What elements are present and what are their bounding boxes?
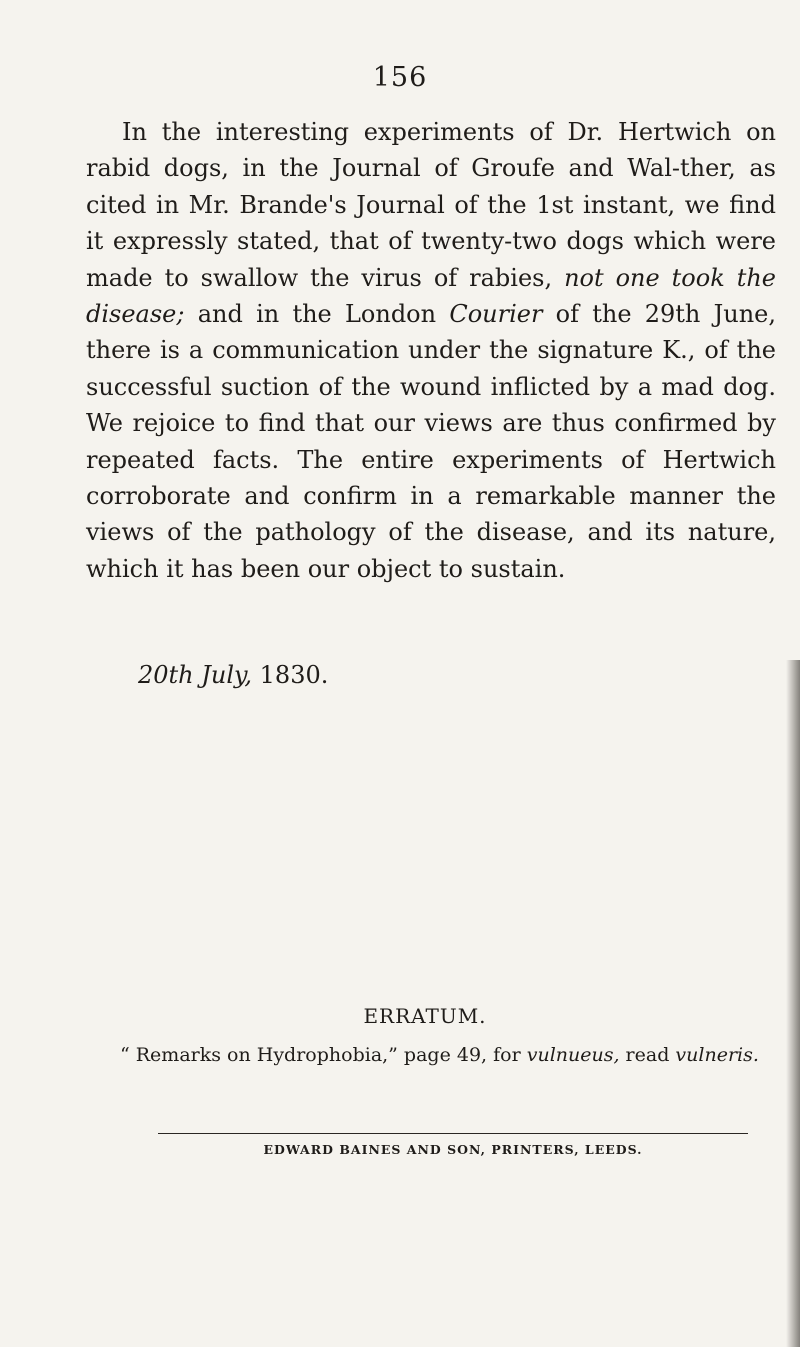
paragraph-part-1: In the interesting experiments of Dr. Hertwich on rabid dogs, in the Journal of Groufe and Wal-ther, as cited in Mr. Brande's Journal of the 1st instant, we find it expressly stated, that of twenty-two dogs which were made to swallow the virus of rabies, <box>86 118 776 292</box>
page-edge-shadow <box>786 660 800 1347</box>
dateline-day: 20th July, <box>138 661 253 689</box>
printer-imprint: EDWARD BAINES AND SON, PRINTERS, LEEDS. <box>158 1133 748 1157</box>
page-number: 156 <box>372 62 428 93</box>
erratum-heading: ERRATUM. <box>363 1004 487 1028</box>
paragraph-italic-2: Courier <box>449 300 543 329</box>
erratum-text-start: “ Remarks on Hydrophobia,” page 49, for <box>120 1044 527 1066</box>
erratum-correct-word: vulneris. <box>675 1044 759 1066</box>
erratum-wrong-word: vulnueus, <box>526 1044 620 1066</box>
erratum-text <box>120 1042 770 1069</box>
paragraph-italic-1: not one took the disease; <box>86 263 776 329</box>
paragraph-part-3: of the 29th June, there is a communication under the signature K., of the successful suction of the wound inflicted by a mad dog. We rejoice to find that our views are thus confirmed by repeated facts. The entire experiments of Hertwich corroborate and confirm in a remarkable manner the views of the pathology of the disease, and its nature, which it has been our object to sustain. <box>86 300 776 583</box>
paragraph-text <box>86 114 776 587</box>
main-paragraph <box>86 114 776 587</box>
dateline-year: 1830. <box>252 661 329 689</box>
paragraph-part-2: and in the London <box>184 300 450 329</box>
dateline <box>138 661 328 689</box>
erratum-text-mid: read <box>619 1044 676 1066</box>
